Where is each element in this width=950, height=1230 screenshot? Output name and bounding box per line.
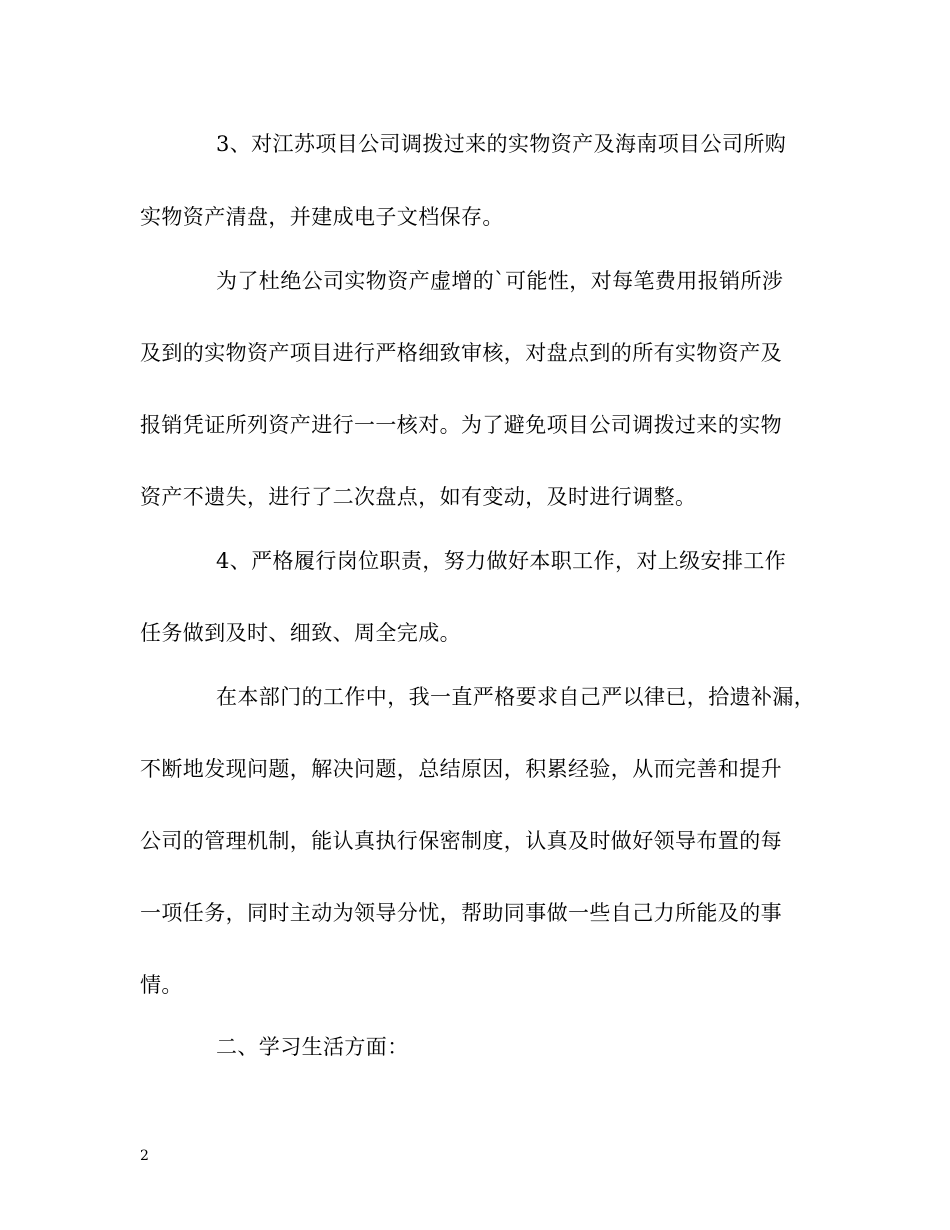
paragraph-line: 及到的实物资产项目进行严格细致审核，对盘点到的所有实物资产及 [140,341,782,365]
paragraph-line: 报销凭证所列资产进行一一核对。为了避免项目公司调拨过来的实物 [140,413,782,437]
section-heading: 二、学习生活方面： [216,1035,409,1059]
paragraph-line: 在本部门的工作中，我一直严格要求自己严以律已，拾遗补漏， [216,685,816,709]
paragraph-line: 4、严格履行岗位职责，努力做好本职工作，对上级安排工作 [216,549,787,573]
paragraph-line: 不断地发现问题，解决问题，总结原因，积累经验，从而完善和提升 [140,757,782,781]
paragraph-line: 一项任务，同时主动为领导分忧，帮助同事做一些自己力所能及的事 [140,901,782,925]
paragraph-line: 实物资产清盘，并建成电子文档保存。 [140,205,504,229]
paragraph-line: 为了杜绝公司实物资产虚增的`可能性，对每笔费用报销所涉 [216,269,784,293]
paragraph-line: 情。 [140,973,183,997]
page-number: 2 [140,1148,149,1164]
paragraph-line: 任务做到及时、细致、周全完成。 [140,621,461,645]
paragraph-line: 资产不遗失，进行了二次盘点，如有变动，及时进行调整。 [140,485,697,509]
paragraph-line: 3、对江苏项目公司调拨过来的实物资产及海南项目公司所购 [216,132,787,156]
paragraph-line: 公司的管理机制，能认真执行保密制度，认真及时做好领导布置的每 [140,829,782,853]
